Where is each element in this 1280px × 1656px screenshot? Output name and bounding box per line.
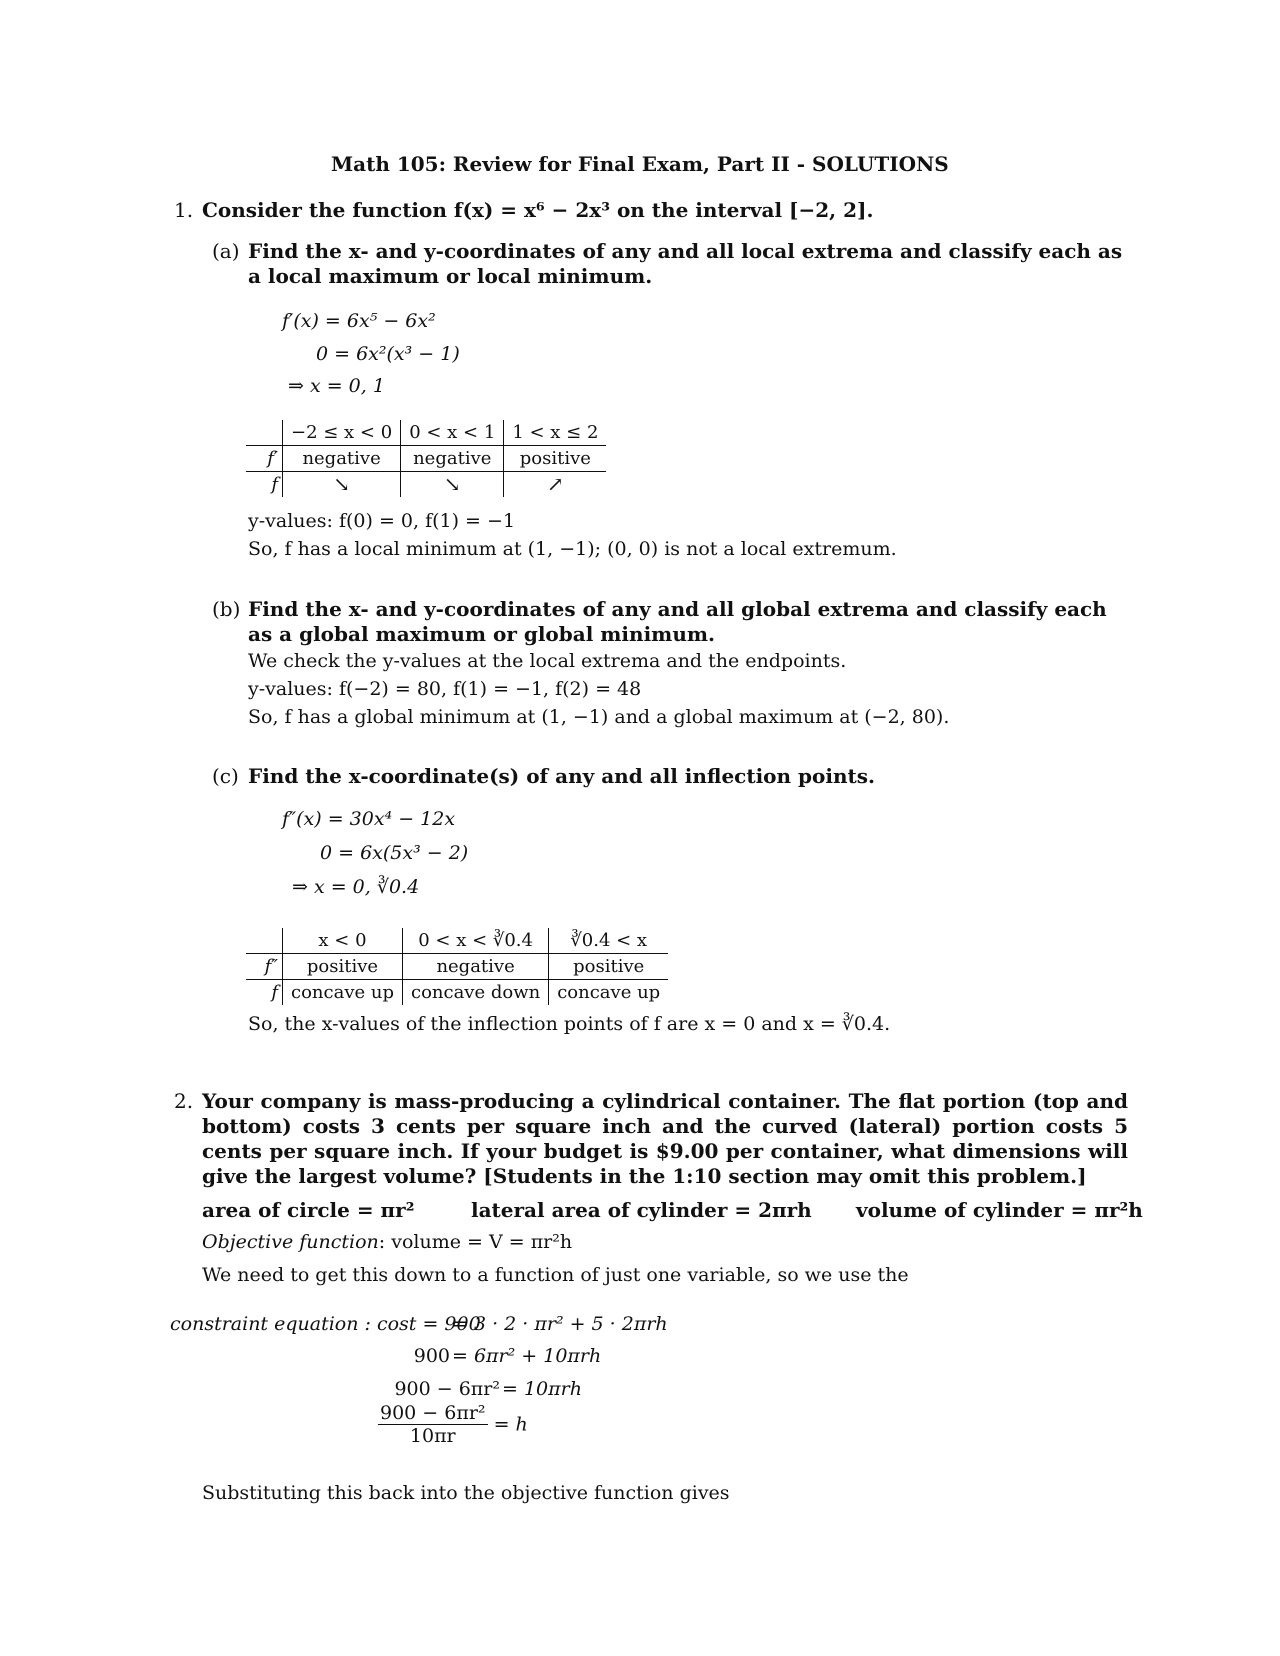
sign-chart-c-cell: negative bbox=[402, 954, 548, 980]
part-b-line: We check the y-values at the local extrema and the endpoints. bbox=[248, 650, 847, 672]
sign-chart-c-cell: concave up bbox=[549, 980, 668, 1006]
part-b-line: y-values: f(−2) = 80, f(1) = −1, f(2) = 48 bbox=[248, 678, 642, 700]
sign-chart-a-cell: negative bbox=[283, 446, 401, 472]
sign-chart-c bbox=[246, 928, 668, 1005]
part-c-label: (c) bbox=[212, 764, 239, 788]
constraint-rhs: = 6πr² + 10πrh bbox=[452, 1345, 602, 1367]
constraint-lhs: 900 bbox=[413, 1345, 450, 1367]
sign-chart-c-row-label: f″ bbox=[246, 954, 283, 980]
sign-chart-c-row-label: f bbox=[246, 980, 283, 1006]
sign-chart-c-cell: positive bbox=[549, 954, 668, 980]
part-b-prompt: Find the x- and y-coordinates of any and all global extrema and classify each as a global maximum or global minimum. bbox=[248, 597, 1107, 646]
reduce-text: We need to get this down to a function of just one variable, so we use the bbox=[202, 1264, 909, 1286]
part-a-eq-1: f′(x) = 6x⁵ − 6x² bbox=[282, 310, 436, 332]
formula-volume: volume of cylinder = πr²h bbox=[856, 1198, 1143, 1222]
sign-chart-c-cell: positive bbox=[283, 954, 403, 980]
part-c-eq-2: 0 = 6x(5x³ − 2) bbox=[320, 842, 469, 864]
page-title: Math 105: Review for Final Exam, Part II - SOLUTIONS bbox=[331, 152, 949, 176]
sign-chart-a-header: 1 < x ≤ 2 bbox=[504, 420, 607, 446]
constraint-lhs: 900 − 6πr² bbox=[394, 1378, 500, 1400]
problem-2-prompt: Your company is mass-producing a cylindrical container. The flat portion (top and bottom) costs 3 cents per square inch and the curved (lateral) portion costs 5 cents per square inch. If your budget is $9.00 per container, what dimensions will give the largest volume? [Students in the 1:10 section may omit this problem.] bbox=[202, 1089, 1128, 1188]
part-c-eq-3: ⇒ x = 0, ∛0.4 bbox=[292, 876, 420, 898]
formula-lateral-area: lateral area of cylinder = 2πrh bbox=[471, 1198, 812, 1222]
fraction-rhs: = h bbox=[493, 1413, 528, 1436]
sign-chart-c-header: 0 < x < ∛0.4 bbox=[402, 928, 548, 954]
part-a-prompt: Find the x- and y-coordinates of any and all local extrema and classify each as a local maximum or local minimum. bbox=[248, 239, 1123, 288]
formula-circle-area: area of circle = πr² bbox=[202, 1198, 415, 1222]
part-b-label: (b) bbox=[212, 597, 241, 621]
problem-1-number: 1. bbox=[174, 198, 194, 222]
problem-1-prompt: Consider the function f(x) = x⁶ − 2x³ on the interval [−2, 2]. bbox=[202, 198, 874, 222]
part-c-conclusion: So, the x-values of the inflection points of f are x = 0 and x = ∛0.4. bbox=[248, 1013, 891, 1035]
sign-chart-c-cell: concave down bbox=[402, 980, 548, 1006]
constraint-rhs: = 10πrh bbox=[502, 1378, 582, 1400]
decreasing-arrow-icon: ↘ bbox=[283, 472, 401, 498]
constraint-fraction bbox=[378, 1402, 528, 1447]
sign-chart-c-header: x < 0 bbox=[283, 928, 403, 954]
objective-label: Objective function bbox=[202, 1231, 379, 1253]
increasing-arrow-icon: ↗ bbox=[504, 472, 607, 498]
sign-chart-a-row-label: f bbox=[246, 472, 283, 498]
sign-chart-a-row-label: f′ bbox=[246, 446, 283, 472]
part-a-conclusion: So, f has a local minimum at (1, −1); (0, 0) is not a local extremum. bbox=[248, 538, 897, 560]
sign-chart-a-header: −2 ≤ x < 0 bbox=[283, 420, 401, 446]
sign-chart-a-header: 0 < x < 1 bbox=[401, 420, 504, 446]
constraint-rhs: = 3 · 2 · πr² + 5 · 2πrh bbox=[452, 1313, 668, 1335]
sign-chart-a-cell: positive bbox=[504, 446, 607, 472]
part-c-prompt: Find the x-coordinate(s) of any and all inflection points. bbox=[248, 764, 875, 788]
sign-chart-c-header: ∛0.4 < x bbox=[549, 928, 668, 954]
fraction-numerator: 900 − 6πr² bbox=[380, 1402, 486, 1424]
part-c-eq-1: f″(x) = 30x⁴ − 12x bbox=[282, 808, 456, 830]
part-a-eq-3: ⇒ x = 0, 1 bbox=[288, 375, 385, 397]
fraction-denominator: 10πr bbox=[409, 1425, 456, 1447]
sign-chart-a-cell: negative bbox=[401, 446, 504, 472]
sign-chart-a bbox=[246, 420, 606, 497]
objective-equation: : volume = V = πr²h bbox=[378, 1231, 573, 1253]
constraint-lhs: constraint equation : cost = 900 bbox=[170, 1313, 481, 1335]
decreasing-arrow-icon: ↘ bbox=[401, 472, 504, 498]
part-b-line: So, f has a global minimum at (1, −1) and a global maximum at (−2, 80). bbox=[248, 706, 950, 728]
sign-chart-c-cell: concave up bbox=[283, 980, 403, 1006]
part-a-label: (a) bbox=[212, 239, 240, 263]
part-a-eq-2: 0 = 6x²(x³ − 1) bbox=[316, 343, 460, 365]
part-a-yvalues: y-values: f(0) = 0, f(1) = −1 bbox=[248, 510, 516, 532]
substitute-text: Substituting this back into the objective function gives bbox=[202, 1482, 730, 1504]
problem-2-number: 2. bbox=[174, 1089, 194, 1113]
